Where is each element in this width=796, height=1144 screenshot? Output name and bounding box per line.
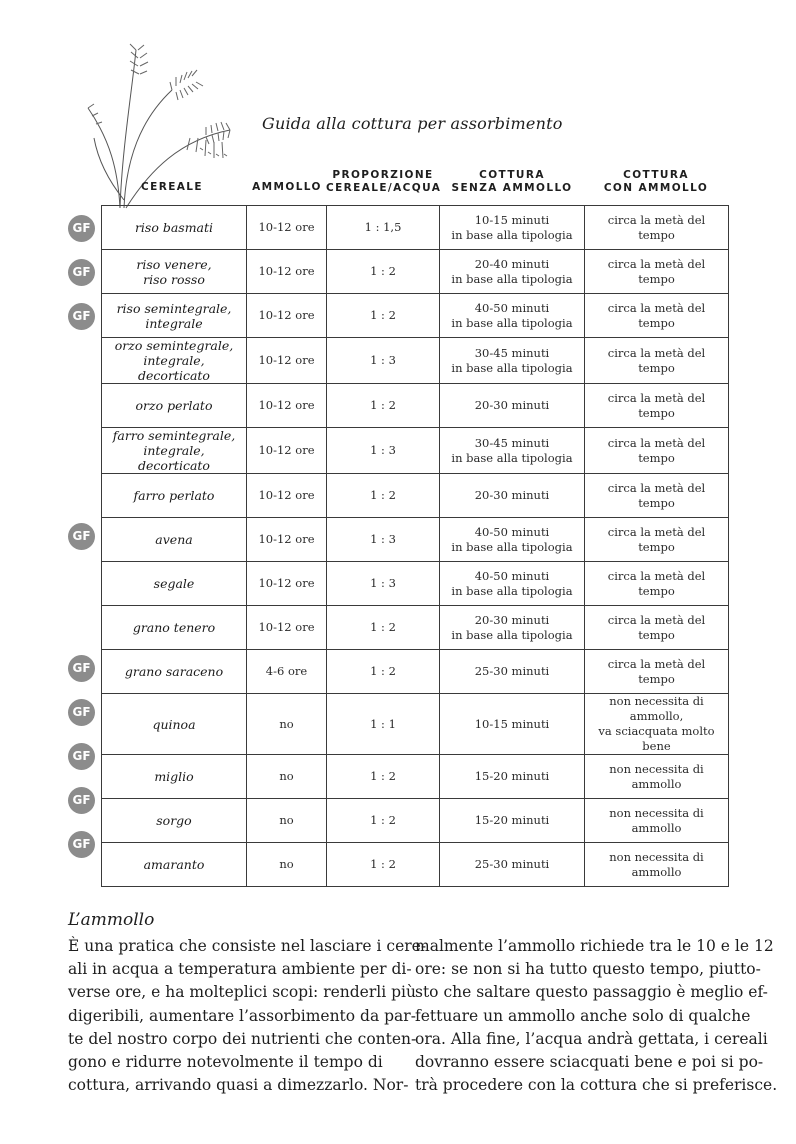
table-row [102,843,729,887]
cell-cereale [102,799,247,843]
cell-cottura-con-ammollo [585,606,729,650]
gluten-free-badge: GF [68,215,95,242]
cell-cereale [102,474,247,518]
cell-ammollo [247,799,327,843]
cell-cottura-con-ammollo [585,250,729,294]
cell-text: farro semintegrale, [112,428,236,443]
cell-text: 30-45 minuti [474,345,550,360]
cell-text: 20-30 minuti [474,488,550,502]
text-line: malmente l’ammollo richiede tra le 10 e le 12 [415,937,774,955]
cell-text: in base alla tipologia [451,360,573,375]
cell-text: 1 : 3 [370,353,396,367]
cell-proporzione [327,755,440,799]
cell-ammollo [247,606,327,650]
cell-cottura-con-ammollo [585,694,729,755]
cell-cottura-con-ammollo [585,562,729,606]
cell-cottura-con-ammollo [585,474,729,518]
cell-text: 10-12 ore [258,532,315,546]
cell-text: circa la metà del tempo [607,612,706,642]
cell-text: riso semintegrale, [116,300,232,316]
cell-text: 20-30 minuti [474,612,550,627]
cell-cereale [102,843,247,887]
cell-text: 1 : 2 [370,264,396,278]
cell-cottura-senza-ammollo [440,294,585,338]
cell-ammollo [247,250,327,294]
text-line: gono e ridurre notevolmente il tempo di [68,1052,383,1071]
header-cereale: CEREALE [141,181,203,193]
text-line: digeribili, aumentare l’assorbimento da par- [68,1006,416,1025]
gluten-free-badge: GF [68,303,95,330]
cell-text: 15-20 minuti [474,769,550,783]
table-row [102,338,729,384]
cell-cereale [102,294,247,338]
cell-text: 1 : 3 [370,532,396,546]
cell-text: in base alla tipologia [451,271,573,286]
cell-text: riso rosso [143,271,205,287]
cell-cottura-senza-ammollo [440,384,585,428]
cell-text: farro perlato [133,488,215,503]
cell-ammollo [247,518,327,562]
cell-text: 15-20 minuti [474,813,550,827]
cell-cottura-con-ammollo [585,206,729,250]
text-line: È una pratica che consiste nel lasciare i cere- [68,937,427,955]
cell-ammollo [247,338,327,384]
cell-proporzione [327,606,440,650]
cell-proporzione [327,250,440,294]
cell-text: in base alla tipologia [451,539,573,554]
cell-text: riso basmati [134,220,214,235]
cell-cereale [102,428,247,474]
text-line: ali in acqua a temperatura ambiente per di- [68,960,412,979]
cell-text: 1 : 1,5 [364,220,402,234]
text-line: te del nostro corpo dei nutrienti che conten- [68,1029,417,1048]
cell-text: miglio [154,769,194,784]
cell-text: non necessita di ammollo [609,805,704,835]
cell-text: 10-12 ore [258,620,315,634]
cell-cottura-con-ammollo [585,518,729,562]
text-column-right [415,935,778,1097]
cell-text: 4-6 ore [265,664,308,678]
cell-text: 25-30 minuti [474,664,550,678]
cell-text: 1 : 2 [370,813,396,827]
table-row [102,474,729,518]
cell-cottura-senza-ammollo [440,755,585,799]
cell-ammollo [247,206,327,250]
cell-cottura-con-ammollo [585,294,729,338]
table-row [102,606,729,650]
header-ammollo: AMMOLLO [252,181,322,193]
cell-ammollo [247,843,327,887]
cell-text: 10-12 ore [258,398,315,412]
header-cottura-senza-ammollo: COTTURA SENZA AMMOLLO [451,169,573,194]
cell-cottura-senza-ammollo [440,474,585,518]
cell-text: 40-50 minuti [474,300,550,315]
cell-text: 1 : 2 [370,488,396,502]
cell-ammollo [247,562,327,606]
cell-proporzione [327,474,440,518]
cell-text: non necessita di ammollo [609,849,704,879]
cell-text: 20-30 minuti [474,398,550,412]
cell-text: 1 : 3 [370,576,396,590]
cell-text: 40-50 minuti [474,568,550,583]
cell-cottura-senza-ammollo [440,606,585,650]
cell-text: circa la metà del tempo [607,256,706,286]
cell-text: circa la metà del tempo [607,435,706,465]
cell-text: avena [155,532,193,547]
cell-cottura-con-ammollo [585,384,729,428]
cell-text: integrale, decorticato [138,443,210,473]
text-line: sto che saltare questo passaggio è meglio ef- [415,983,768,1002]
table-row [102,799,729,843]
gluten-free-badge: GF [68,523,95,550]
text-line: trà procedere con la cottura che si preferisce. [415,1076,778,1095]
cell-cottura-con-ammollo [585,755,729,799]
cell-cottura-con-ammollo [585,799,729,843]
cell-text: circa la metà del tempo [607,656,706,686]
cell-text: 10-12 ore [258,576,315,590]
cell-text: 10-12 ore [258,443,315,457]
cell-ammollo [247,294,327,338]
cell-proporzione [327,428,440,474]
cell-text: 10-12 ore [258,308,315,322]
cell-text: va sciacquata molto bene [598,724,715,753]
cell-text: circa la metà del tempo [607,345,706,375]
table-row [102,755,729,799]
cell-text: riso venere, [136,256,212,272]
cell-text: sorgo [156,813,192,828]
cell-ammollo [247,650,327,694]
cell-text: in base alla tipologia [451,583,573,598]
table-body [102,206,729,887]
cell-text: 30-45 minuti [474,435,550,450]
cell-cottura-con-ammollo [585,843,729,887]
cell-cottura-senza-ammollo [440,250,585,294]
cell-text: non necessita di ammollo [609,761,704,791]
cell-text: 25-30 minuti [474,857,550,871]
cell-text: 10-15 minuti [474,212,550,227]
gluten-free-badge: GF [68,259,95,286]
cell-cereale [102,384,247,428]
cell-cottura-senza-ammollo [440,338,585,384]
cell-text: 10-12 ore [258,488,315,502]
table-row [102,518,729,562]
cell-proporzione [327,518,440,562]
cell-cottura-senza-ammollo [440,206,585,250]
cell-cereale [102,755,247,799]
cell-cottura-con-ammollo [585,428,729,474]
page-title: Guida alla cottura per assorbimento [262,114,563,133]
table-row [102,650,729,694]
cell-text: in base alla tipologia [451,227,573,242]
cell-cereale [102,250,247,294]
text-line: verse ore, e ha molteplici scopi: renderli più [68,983,416,1002]
cell-text: 10-12 ore [258,353,315,367]
cell-cottura-senza-ammollo [440,562,585,606]
cell-text: 1 : 1 [370,716,396,731]
table-row [102,294,729,338]
cell-proporzione [327,338,440,384]
text-line: cottura, arrivando quasi a dimezzarlo. Nor- [68,1076,409,1095]
text-line: ore: se non si ha tutto questo tempo, piutto- [415,960,761,979]
cell-cottura-senza-ammollo [440,518,585,562]
cell-text: grano tenero [132,620,216,635]
table-row [102,206,729,250]
table-row [102,562,729,606]
cooking-table [101,205,729,887]
cell-text: 1 : 2 [370,769,396,783]
cell-cottura-senza-ammollo [440,799,585,843]
cell-cottura-senza-ammollo [440,694,585,755]
text-column-left [68,935,427,1097]
text-line: fettuare un ammollo anche solo di qualche [415,1006,751,1025]
cell-text: circa la metà del tempo [607,390,706,420]
cell-text: grano saraceno [124,664,224,679]
gluten-free-badge: GF [68,787,95,814]
gluten-free-badge: GF [68,743,95,770]
cell-text: no [279,813,294,827]
text-line: ora. Alla fine, l’acqua andrà gettata, i cereali [415,1029,768,1048]
cell-text: 1 : 2 [370,857,396,871]
cell-text: segale [153,576,195,591]
cell-text: amaranto [143,857,205,872]
cell-text: 20-40 minuti [474,256,550,271]
cell-text: no [279,769,294,783]
cell-cereale [102,562,247,606]
cell-proporzione [327,843,440,887]
cell-proporzione [327,799,440,843]
cell-cottura-senza-ammollo [440,650,585,694]
cell-text: 1 : 2 [370,308,396,322]
cell-cereale [102,694,247,755]
cell-text: integrale [145,315,203,331]
cell-text: 10-12 ore [258,264,315,278]
section-heading: L’ammollo [68,910,155,930]
cell-text: circa la metà del tempo [607,480,706,510]
cell-ammollo [247,694,327,755]
cell-proporzione [327,650,440,694]
text-line: dovranno essere sciacquati bene e poi si po- [415,1052,764,1071]
cell-text: no [279,716,294,731]
cell-proporzione [327,206,440,250]
cell-text: in base alla tipologia [451,315,573,330]
cell-proporzione [327,694,440,755]
cell-cereale [102,650,247,694]
table-row [102,384,729,428]
cell-text: 1 : 2 [370,664,396,678]
cell-proporzione [327,562,440,606]
cell-ammollo [247,474,327,518]
cell-text: in base alla tipologia [451,450,573,465]
cell-text: 1 : 2 [370,398,396,412]
cell-proporzione [327,384,440,428]
cell-text: circa la metà del tempo [607,568,706,598]
cell-ammollo [247,384,327,428]
cell-text: 40-50 minuti [474,524,550,539]
cell-cereale [102,606,247,650]
cell-text: in base alla tipologia [451,627,573,642]
cell-text: circa la metà del tempo [607,524,706,554]
cell-text: 10-12 ore [258,220,315,234]
cell-text: 10-15 minuti [474,716,550,731]
cell-proporzione [327,294,440,338]
table-row [102,694,729,755]
header-proporzione: PROPORZIONE CEREALE/ACQUA [326,169,442,194]
cell-text: non necessita di ammollo, [609,694,704,723]
cell-text: orzo perlato [135,398,213,413]
cell-ammollo [247,428,327,474]
cell-text: quinoa [152,716,196,732]
cell-cereale [102,338,247,384]
cell-cottura-senza-ammollo [440,843,585,887]
cell-cereale [102,518,247,562]
cell-cereale [102,206,247,250]
cell-cottura-con-ammollo [585,338,729,384]
cell-cottura-senza-ammollo [440,428,585,474]
cell-ammollo [247,755,327,799]
cell-text: orzo semintegrale, [114,338,234,353]
gluten-free-badge: GF [68,699,95,726]
gluten-free-badge: GF [68,655,95,682]
table-row [102,250,729,294]
cell-cottura-con-ammollo [585,650,729,694]
table-row [102,428,729,474]
cell-text: integrale, decorticato [138,353,210,383]
cell-text: circa la metà del tempo [607,300,706,330]
cell-text: no [279,857,294,871]
gluten-free-badge: GF [68,831,95,858]
header-cottura-con-ammollo: COTTURA CON AMMOLLO [603,169,709,194]
cell-text: 1 : 3 [370,443,396,457]
cell-text: 1 : 2 [370,620,396,634]
cell-text: circa la metà del tempo [607,212,706,242]
